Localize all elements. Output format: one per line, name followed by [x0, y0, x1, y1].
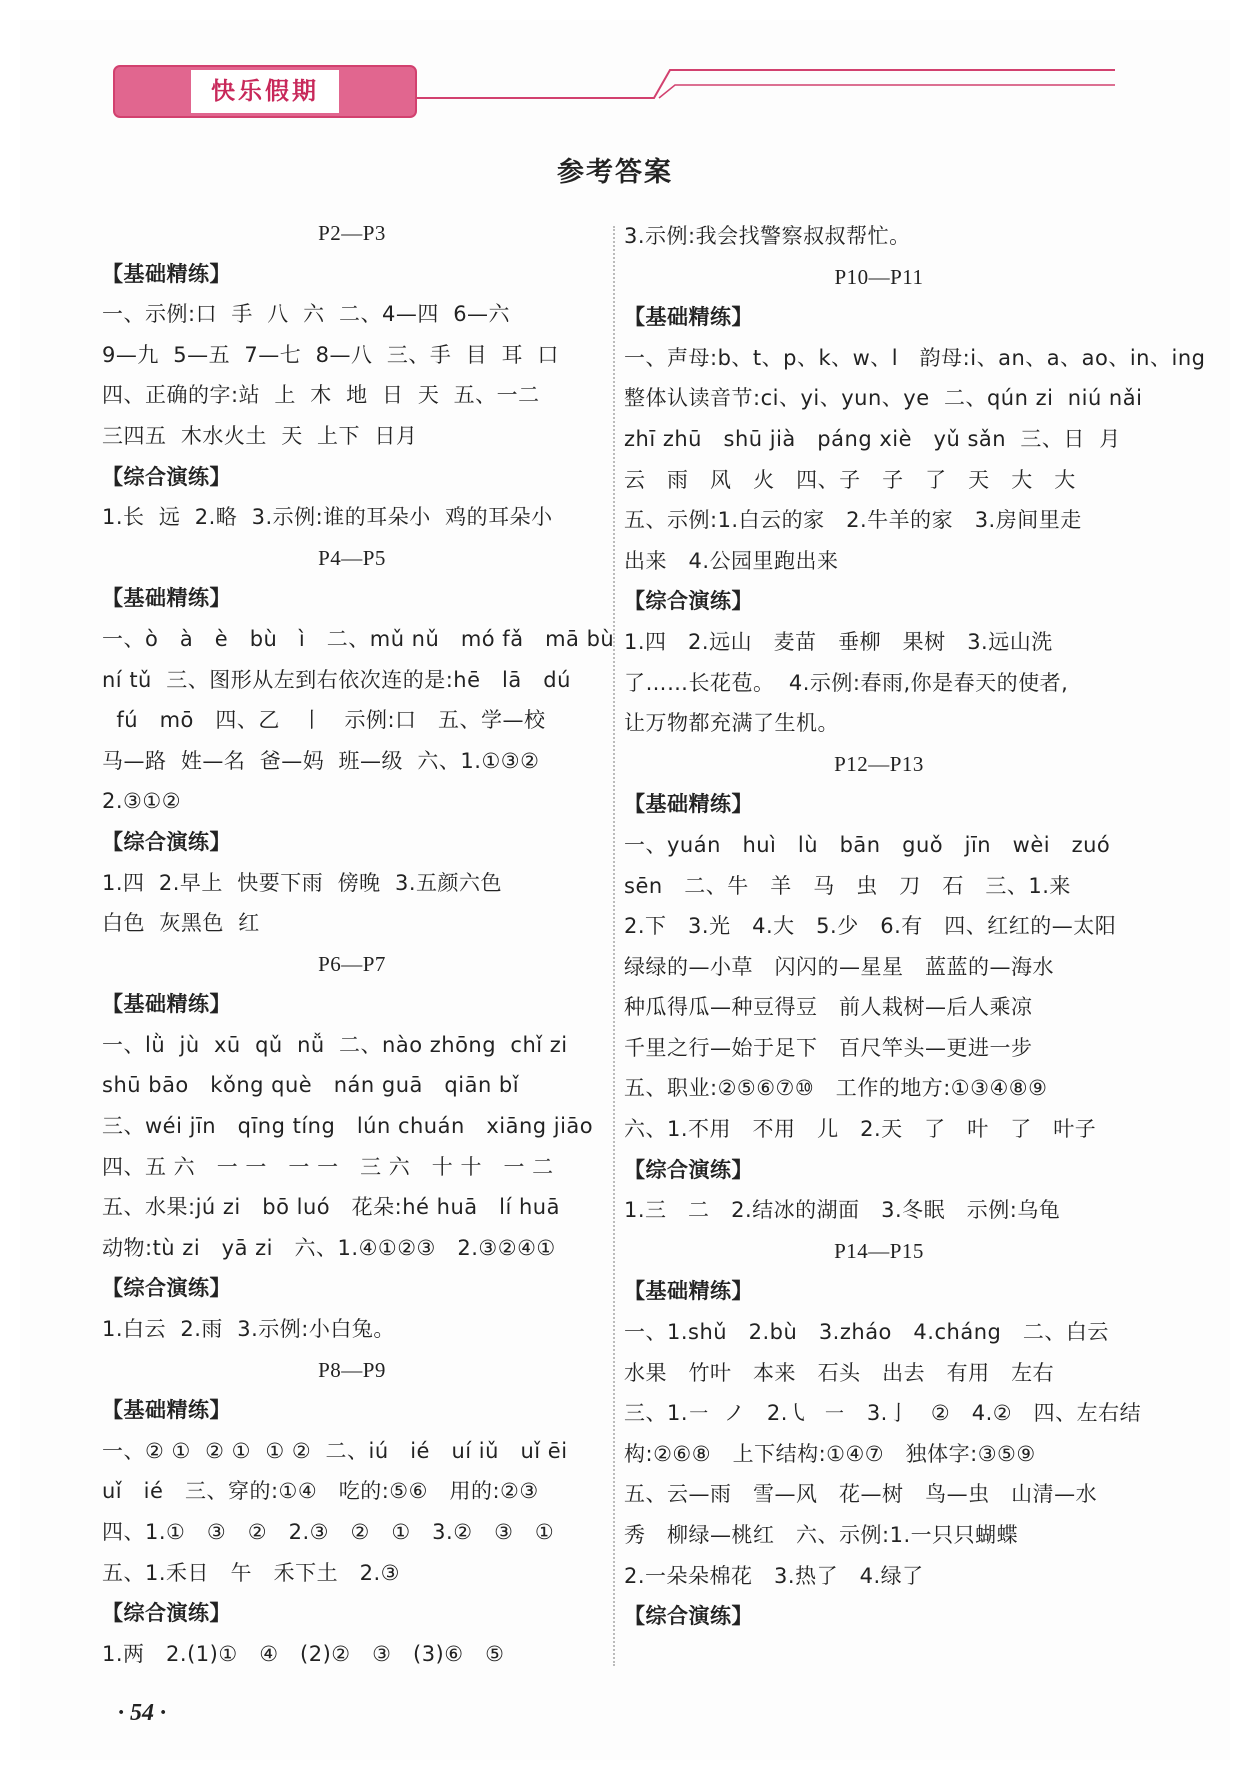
answer-line: 1.白云 2.雨 3.示例:小白兔。: [102, 1317, 395, 1342]
answer-line: 五、示例:1.白云的家 2.牛羊的家 3.房间里走: [624, 508, 1082, 533]
page-title: 参考答案: [557, 157, 673, 188]
answer-line: 五、云—雨 雪—风 花—树 鸟—虫 山清—水: [624, 1482, 1098, 1507]
page-range-heading: P14—P15: [834, 1238, 924, 1263]
answer-line: 一、ò à è bù ì 二、mǔ nǔ mó fǎ mā bù: [102, 626, 615, 651]
answer-line: 出来 4.公园里跑出来: [624, 548, 839, 573]
page-range-heading: P2—P3: [318, 221, 386, 245]
answer-line: 一、1.shǔ 2.bù 3.zháo 4.cháng 二、白云: [624, 1320, 1109, 1345]
answer-line: 绿绿的—小草 闪闪的—星星 蓝蓝的—海水: [624, 954, 1055, 979]
section-heading: 【综合演练】: [624, 589, 753, 614]
answer-line: 1.两 2.(1)① ④ (2)② ③ (3)⑥ ⑤: [102, 1641, 505, 1666]
answer-line: 三、1.㇐ ノ 2.㇂ ㇐ 3.亅 ② 4.② 四、左右结: [624, 1401, 1142, 1426]
answer-line: 五、水果:jú zi bō luó 花朵:hé huā lí huā: [102, 1195, 560, 1220]
page-range-heading: P8—P9: [318, 1357, 386, 1382]
answer-line: 三四五 木水火土 天 上下 日月: [102, 423, 418, 448]
section-heading: 【基础精练】: [102, 992, 231, 1017]
header-rule: [0, 0, 1250, 130]
answer-line: 1.长 远 2.略 3.示例:谁的耳朵小 鸡的耳朵小: [102, 505, 553, 530]
header-badge-label: 快乐假期: [191, 70, 339, 113]
answer-line: uǐ ié 三、穿的:①④ 吃的:⑤⑥ 用的:②③: [102, 1479, 539, 1504]
answer-line: 六、1.不用 不用 儿 2.天 了 叶 了 叶子: [624, 1117, 1097, 1142]
page-range-heading: P4—P5: [318, 545, 386, 570]
answer-line: 构:②⑥⑧ 上下结构:①④⑦ 独体字:③⑤⑨: [624, 1441, 1036, 1466]
answer-line: 3.示例:我会找警察叔叔帮忙。: [624, 224, 911, 248]
answer-line: 云 雨 风 火 四、子 子 了 天 大 大: [624, 467, 1076, 492]
section-heading: 【基础精练】: [102, 261, 231, 286]
answer-line: 2.③①②: [102, 789, 182, 814]
answer-line: 三、wéi jīn qīng tíng lún chuán xiāng jiāo: [102, 1114, 594, 1139]
answer-line: 种瓜得瓜—种豆得豆 前人栽树—后人乘凉: [624, 995, 1033, 1020]
section-heading: 【综合演练】: [102, 1601, 231, 1626]
answer-line: 2.下 3.光 4.大 5.少 6.有 四、红红的—太阳: [624, 914, 1117, 939]
section-heading: 【综合演练】: [102, 1276, 231, 1301]
section-heading: 【基础精练】: [102, 1398, 231, 1423]
answer-line: 整体认读音节:ci、yi、yun、ye 二、qún zi niú nǎi: [624, 386, 1143, 411]
answer-line: 一、② ① ② ① ① ② 二、iú ié uí iǔ uǐ ēi: [102, 1438, 568, 1463]
answer-line: 一、lǜ jù xū qǔ nǚ 二、nào zhōng chǐ zi: [102, 1032, 568, 1057]
right-column: [624, 216, 1206, 1637]
section-heading: 【综合演练】: [624, 1604, 753, 1629]
answer-line: 五、1.禾日 午 禾下土 2.③: [102, 1560, 400, 1585]
answer-line: 四、1.① ③ ② 2.③ ② ① 3.② ③ ①: [102, 1520, 555, 1544]
page-range-heading: P6—P7: [318, 951, 386, 976]
answer-line: fú mō 四、乙 丨 示例:口 五、学—校: [102, 708, 546, 733]
answer-line: 一、yuán huì lù bān guǒ jīn wèi zuó: [624, 832, 1111, 857]
answer-line: 一、声母:b、t、p、k、w、l 韵母:i、an、a、ao、in、ing: [624, 345, 1206, 370]
answer-line: 动物:tù zi yā zi 六、1.④①②③ 2.③②④①: [102, 1235, 556, 1260]
section-heading: 【基础精练】: [102, 586, 231, 611]
answer-line: 秀 柳绿—桃红 六、示例:1.一只只蝴蝶: [624, 1523, 1019, 1547]
answer-line: 了……长花苞。 4.示例:春雨,你是春天的使者,: [624, 670, 1069, 695]
answer-line: 水果 竹叶 本来 石头 出去 有用 左右: [624, 1360, 1055, 1385]
section-heading: 【综合演练】: [102, 464, 231, 489]
answer-line: 白色 灰黑色 红: [102, 911, 260, 936]
column-divider: [613, 226, 615, 1666]
page-number: · 54 ·: [118, 1700, 166, 1726]
answer-line: zhī zhū shū jià páng xiè yǔ sǎn 三、日 月: [624, 426, 1121, 451]
page-range-heading: P10—P11: [834, 264, 924, 289]
answer-line: 五、职业:②⑤⑥⑦⑩ 工作的地方:①③④⑧⑨: [624, 1076, 1048, 1101]
left-column: [102, 213, 615, 1674]
answer-line: 让万物都充满了生机。: [624, 711, 839, 736]
answer-line: 千里之行—始于足下 百尺竿头—更进一步: [624, 1035, 1033, 1060]
answer-line: shū bāo kǒng què nán guā qiān bǐ: [102, 1073, 520, 1098]
answer-line: 四、正确的字:站 上 木 地 日 天 五、一二: [102, 383, 540, 408]
answer-line: 2.一朵朵棉花 3.热了 4.绿了: [624, 1563, 924, 1588]
answer-line: 1.四 2.远山 麦苗 垂柳 果树 3.远山洗: [624, 629, 1053, 654]
section-heading: 【综合演练】: [102, 829, 231, 854]
answer-line: 9—九 5—五 7—七 8—八 三、手 目 耳 口: [102, 342, 559, 367]
answer-line: 1.四 2.早上 快要下雨 傍晚 3.五颜六色: [102, 870, 503, 895]
section-heading: 【基础精练】: [624, 305, 753, 330]
answer-line: ní tǔ 三、图形从左到右依次连的是:hē lā dú: [102, 667, 571, 692]
section-heading: 【综合演练】: [624, 1157, 753, 1182]
page-range-heading: P12—P13: [834, 751, 924, 776]
answer-line: 一、示例:口 手 八 六 二、4—四 6—六: [102, 302, 511, 327]
answer-line: 四、五 六 一 一 一 一 三 六 十 十 一 二: [102, 1154, 554, 1179]
section-heading: 【基础精练】: [624, 792, 753, 817]
answer-line: 1.三 二 2.结冰的湖面 3.冬眠 示例:乌龟: [624, 1198, 1061, 1223]
answer-line: 马—路 姓—名 爸—妈 班—级 六、1.①③②: [102, 748, 540, 773]
section-heading: 【基础精练】: [624, 1279, 753, 1304]
answer-line: sēn 二、牛 羊 马 虫 刀 石 三、1.来: [624, 873, 1071, 898]
